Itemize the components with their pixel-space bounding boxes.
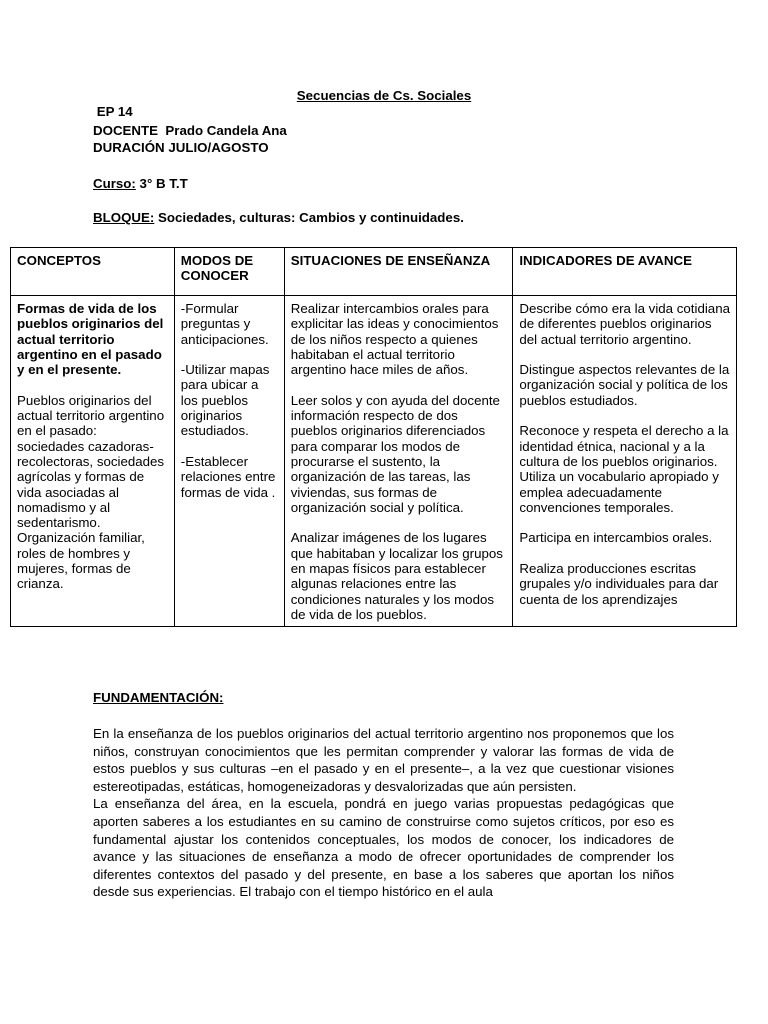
course-label: Curso: [93, 176, 136, 191]
course-value: 3° B T.T [135, 176, 188, 191]
indicadores-item: Participa en intercambios orales. [519, 530, 713, 546]
modos-item: -Formular preguntas y anticipaciones. [180, 301, 269, 347]
indicadores-item: Reconoce y respeta el derecho a la identidad étnica, nacional y a la cultura de los pueblos originarios. Utiliza un vocabulario apropiado y emplea adecuadamente convenciones temporales. [519, 423, 729, 515]
fundamentacion-title: FUNDAMENTACIÓN: [93, 690, 224, 705]
header-indicadores: INDICADORES DE AVANCE [513, 248, 737, 296]
table-row [11, 296, 737, 627]
header-situaciones: SITUACIONES DE ENSEÑANZA [284, 248, 513, 296]
block-line [93, 210, 464, 226]
indicadores-item: Describe cómo era la vida cotidiana de diferentes pueblos originarios del actual territorio argentino. [519, 301, 730, 347]
fundamentacion-paragraph: La enseñanza del área, en la escuela, pondrá en juego varias propuestas pedagógicas que aporten saberes a los estudiantes en su camino de construirse como sujetos críticos, por eso es fundamental ajustar los contenidos conceptuales, los modos de conocer, los indicadores de avance y las situaciones de enseñanza a modo de ofrecer oportunidades de comprender los diferentes contextos del pasado y del presente, en base a los saberes que aportan los niños desde sus experiencias. El trabajo con el tiempo histórico en el aula [93, 796, 674, 900]
course-line [93, 176, 188, 192]
fundamentacion-body [93, 725, 674, 901]
header-modos-de-conocer: MODOS DE CONOCER [174, 248, 284, 296]
conceptos-text: Pueblos originarios del actual territorio argentino en el pasado: sociedades cazadoras-recolectoras, sociedades agrícolas y formas de vida asociadas al nomadismo y al sedentarismo. Organización familiar, roles de hombres y mujeres, formas de crianza. [17, 392, 165, 592]
fundamentacion-paragraph: En la enseñanza de los pueblos originarios del actual territorio argentino nos proponemos que los niños, construyan conocimientos que les permitan comprender y valorar las formas de vida de estos pueblos y sus culturas –en el pasado y en el presente–, a la vez que cuestionar visiones estereotipadas, estáticas, homogeneizadoras y desvalorizadas que aún persisten. [93, 726, 674, 794]
school-line: EP 14 [93, 104, 133, 119]
situaciones-item: Realizar intercambios orales para explicitar las ideas y conocimientos de los niños respecto a quienes habitaban el actual territorio argentino hace miles de años. [290, 301, 499, 378]
header-conceptos: CONCEPTOS [11, 248, 175, 296]
situaciones-item: Leer solos y con ayuda del docente información respecto de dos pueblos originarios diferenciados para comparar los modos de procurarse el sustento, la organización de las tareas, las viviendas, sus formas de organización social y política. [290, 392, 500, 515]
block-value: Sociedades, culturas: Cambios y continuidades. [154, 210, 464, 225]
modos-item: -Utilizar mapas para ubicar a los pueblos originarios estudiados. [180, 362, 270, 439]
teacher-line: DOCENTE Prado Candela Ana [93, 123, 287, 138]
indicadores-item: Distingue aspectos relevantes de la organización social y política de los pueblos estudiados. [519, 362, 730, 408]
cell-indicadores [513, 296, 737, 627]
cell-conceptos [11, 296, 175, 627]
planning-table [10, 247, 737, 627]
situaciones-item: Analizar imágenes de los lugares que habitaban y localizar los grupos en mapas físicos para establecer algunas relaciones entre las condiciones naturales y los modos de vida de los pueblos. [290, 530, 503, 622]
block-label: BLOQUE: [93, 210, 155, 225]
modos-item: -Establecer relaciones entre formas de vida . [180, 453, 276, 500]
table-header-row [11, 248, 737, 296]
document-title: Secuencias de Cs. Sociales [296, 88, 472, 103]
cell-modos [174, 296, 284, 627]
conceptos-title: Formas de vida de los pueblos originarios del actual territorio argentino en el pasado y en el presente. [17, 301, 164, 378]
indicadores-item: Realiza producciones escritas grupales y/o individuales para dar cuenta de los aprendizajes [519, 561, 719, 607]
cell-situaciones [284, 296, 513, 627]
duration-line: DURACIÓN JULIO/AGOSTO [93, 140, 269, 155]
